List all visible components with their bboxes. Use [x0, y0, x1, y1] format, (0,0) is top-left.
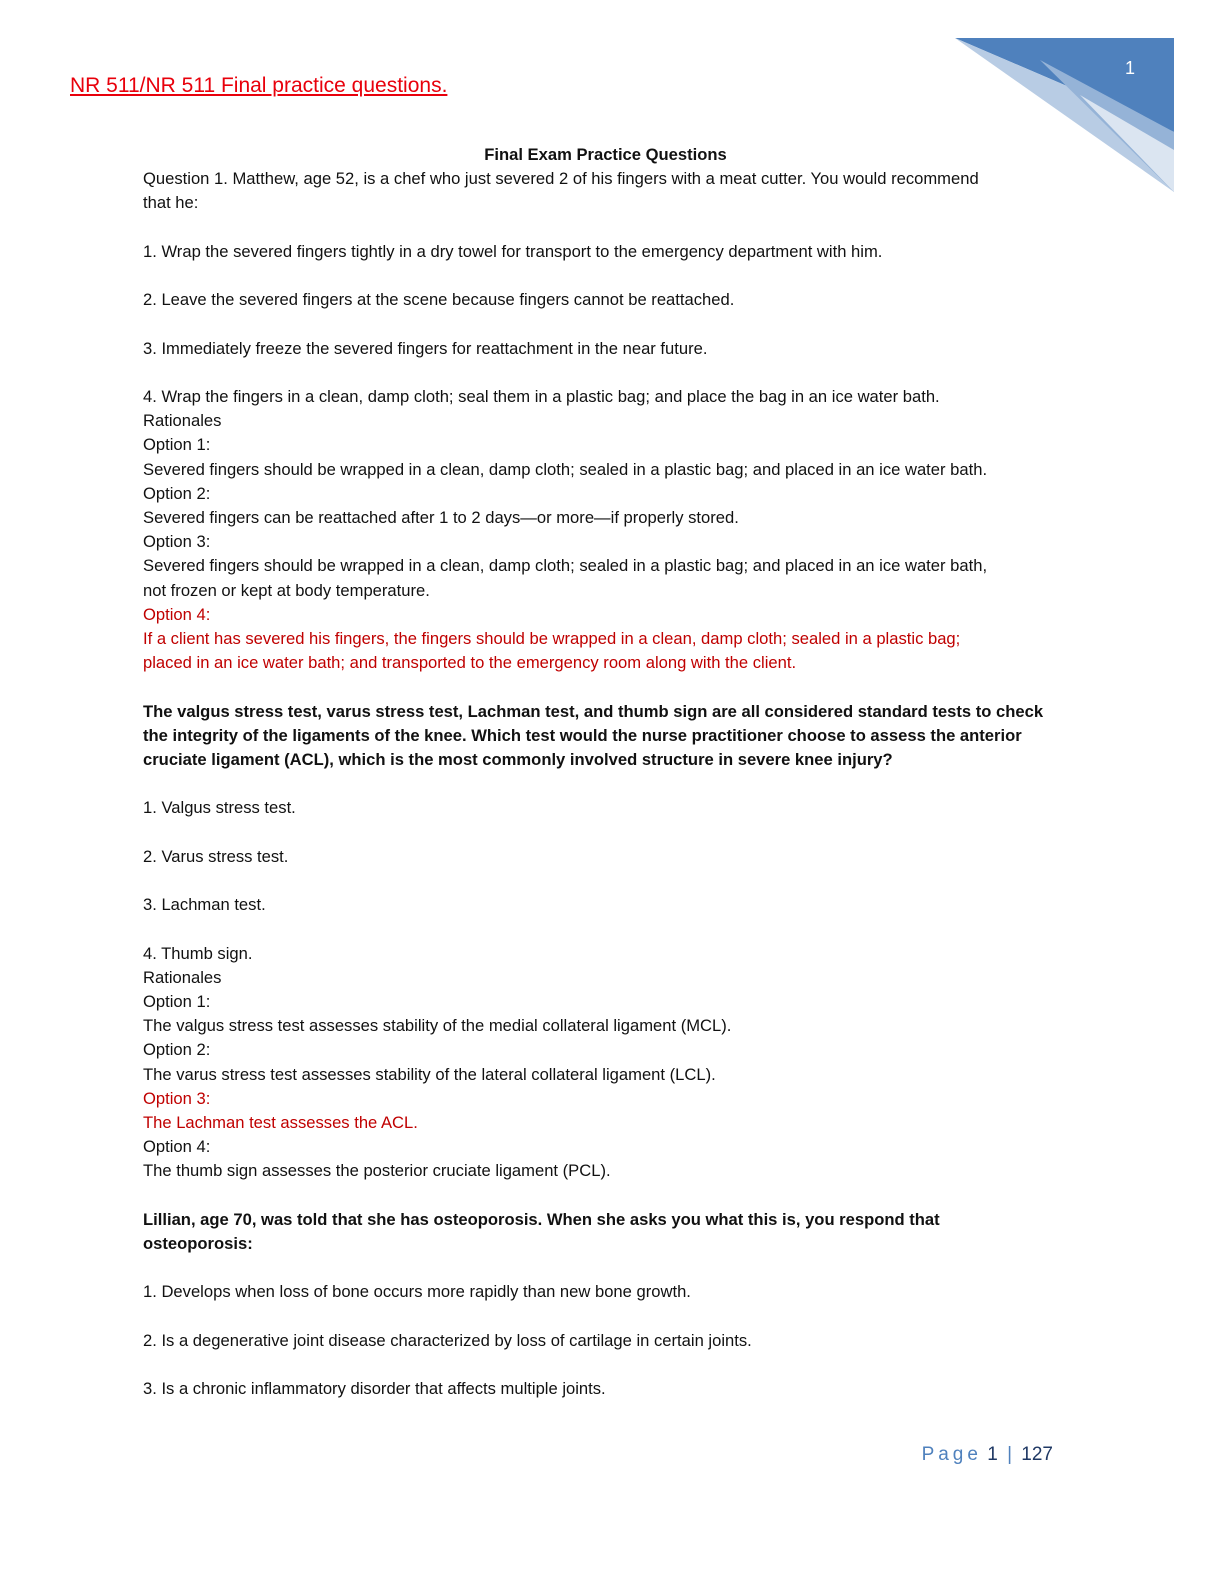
rationale-text: The valgus stress test assesses stability of the medial collateral ligament (MCL). — [143, 1016, 732, 1036]
rationales-heading: Rationales — [143, 411, 222, 431]
correct-rationale-text: If a client has severed his fingers, the fingers should be wrapped in a clean, damp cloth; sealed in a plastic bag; — [143, 629, 961, 648]
answer-option: 2. Leave the severed fingers at the scene because fingers cannot be reattached. — [143, 290, 735, 310]
total-pages: 127 — [1021, 1444, 1053, 1465]
answer-option: 2. Is a degenerative joint disease characterized by loss of cartilage in certain joints. — [143, 1330, 752, 1350]
question-stem: The valgus stress test, varus stress test, Lachman test, and thumb sign are all considered standard tests to check — [143, 701, 1044, 721]
rationale-label: Option 3: — [143, 532, 211, 552]
document-body — [143, 143, 1068, 1401]
corner-page-number: 1 — [1124, 58, 1135, 78]
rationale-label: Option 1: — [143, 435, 211, 455]
page-title: Final Exam Practice Questions — [484, 145, 727, 164]
rationale-label: Option 1: — [143, 991, 211, 1011]
question-stem: that he: — [143, 193, 199, 213]
answer-option: 1. Develops when loss of bone occurs more rapidly than new bone growth. — [143, 1282, 691, 1302]
rationale-label: Option 2: — [143, 1040, 211, 1060]
answer-option: 1. Wrap the severed fingers tightly in a dry towel for transport to the emergency department with him. — [143, 241, 883, 261]
answer-option: 4. Thumb sign. — [143, 943, 253, 963]
rationale-label: Option 4: — [143, 1137, 211, 1157]
rationale-text: Severed fingers should be wrapped in a clean, damp cloth; sealed in a plastic bag; and placed in an ice water bath, — [143, 556, 988, 576]
question-stem: the integrity of the ligaments of the knee. Which test would the nurse practitioner choose to assess the anterior — [143, 725, 1022, 745]
answer-option: 3. Lachman test. — [143, 895, 266, 915]
answer-option: 4. Wrap the fingers in a clean, damp cloth; seal them in a plastic bag; and place the bag in an ice water bath. — [143, 386, 940, 406]
rationale-text: The thumb sign assesses the posterior cruciate ligament (PCL). — [143, 1161, 611, 1181]
question-stem: osteoporosis: — [143, 1233, 253, 1253]
question-stem: cruciate ligament (ACL), which is the most commonly involved structure in severe knee injury? — [143, 750, 893, 769]
page-separator: | — [1007, 1444, 1013, 1465]
correct-rationale-text: placed in an ice water bath; and transported to the emergency room along with the client. — [143, 653, 797, 673]
document-header-link[interactable]: NR 511/NR 511 Final practice questions. — [70, 74, 448, 97]
question-3 — [143, 1208, 1068, 1402]
rationale-text: not frozen or kept at body temperature. — [143, 580, 430, 600]
rationale-text: The varus stress test assesses stability of the lateral collateral ligament (LCL). — [143, 1064, 716, 1084]
question-stem: Lillian, age 70, was told that she has osteoporosis. When she asks you what this is, you respond that — [143, 1209, 940, 1229]
question-1 — [143, 167, 1068, 675]
question-2 — [143, 700, 1068, 1184]
rationale-text: Severed fingers can be reattached after 1 to 2 days—or more—if properly stored. — [143, 507, 739, 527]
current-page-number: 1 — [987, 1444, 998, 1465]
answer-option: 3. Is a chronic inflammatory disorder that affects multiple joints. — [143, 1379, 606, 1399]
page-footer — [820, 1444, 1053, 1466]
rationale-text: Severed fingers should be wrapped in a clean, damp cloth; sealed in a plastic bag; and placed in an ice water bath. — [143, 459, 988, 479]
answer-option: 3. Immediately freeze the severed fingers for reattachment in the near future. — [143, 338, 708, 358]
answer-option: 2. Varus stress test. — [143, 846, 289, 866]
answer-option: 1. Valgus stress test. — [143, 798, 296, 818]
correct-rationale-label: Option 3: — [143, 1088, 211, 1108]
correct-rationale-label: Option 4: — [143, 604, 211, 624]
rationale-label: Option 2: — [143, 483, 211, 503]
correct-rationale-text: The Lachman test assesses the ACL. — [143, 1112, 418, 1132]
question-stem: Question 1. Matthew, age 52, is a chef who just severed 2 of his fingers with a meat cutter. You would recommend — [143, 169, 979, 189]
page-word: Page — [921, 1444, 982, 1465]
rationales-heading: Rationales — [143, 967, 222, 987]
